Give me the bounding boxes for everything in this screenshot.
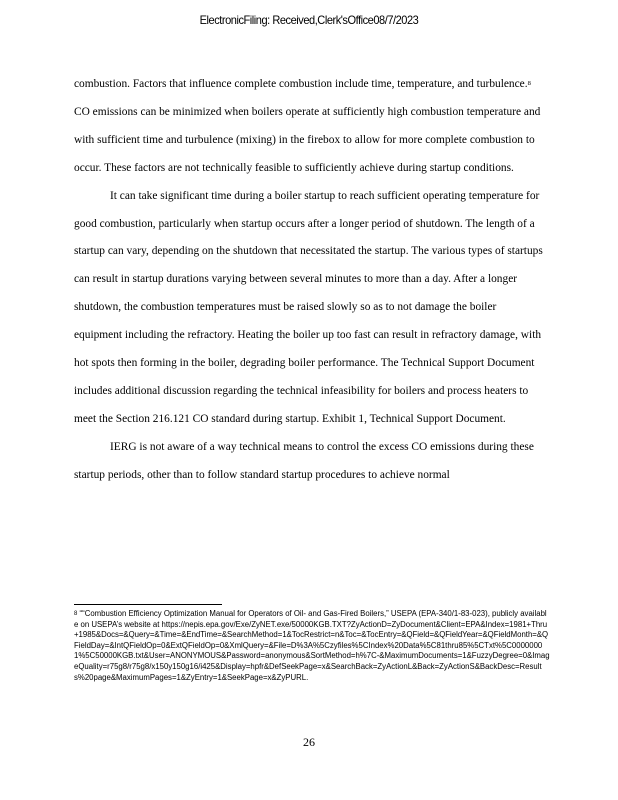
paragraph-1 [74, 71, 544, 183]
footnote-reference[interactable]: 8 [527, 80, 531, 87]
footnote-separator [74, 604, 222, 605]
paragraph-1-text-end: CO emissions can be minimized when boilers operate at sufficiently high combustion temperature and with sufficient time and turbulence (mixing) in the firebox to allow for more complete combustion to occur. These factors are not technically feasible to sufficiently achieve during startup conditions. [74, 105, 541, 174]
paragraph-1-text-start: combustion. Factors that influence complete combustion include time, temperature, and turbulence. [74, 78, 528, 90]
footnote-number: 8 [74, 611, 78, 617]
filing-stamp-header: ElectronicFiling: Received,Clerk'sOffice08/7/2023 [199, 13, 419, 27]
paragraph-2: It can take significant time during a boiler startup to reach sufficient operating temperature for good combustion, particularly when startup occurs after a longer period of shutdown. The length of a startup can vary, depending on the shutdown that necessitated the startup. The various types of startups can result in startup durations varying between several minutes to more than a day. After a longer shutdown, the combustion temperatures must be raised slowly so as to not damage the boiler equipment including the refractory. Heating the boiler up too fast can result in refractory damage, with hot spots then forming in the boiler, degrading boiler performance. The Technical Support Document includes additional discussion regarding the technical infeasibility for boilers and process heaters to meet the Section 216.121 CO standard during startup. Exhibit 1, Technical Support Document. [74, 189, 543, 425]
footnote-text: ““Combustion Efficiency Optimization Manual for Operators of Oil- and Gas-Fired Boilers,” USEPA (EPA-340/1-83-023), publicly available on USEPA’s website at https://nepis.epa.gov/Exe/ZyNET.exe/50000KGB.TXT?ZyActionD=ZyDocument&Client=EPA&Index=1981+Thru+1985&Docs=&Query=&Time=&EndTime=&SearchMethod=1&TocRestrict=n&Toc=&TocEntry=&QField=&QFieldYear=&QFieldMonth=&QFieldDay=&IntQFieldOp=0&ExtQFieldOp=0&XmlQuery=&File=D%3A%5Czyfiles%5CIndex%20Data%5C81thru85%5CTxt%5C00000001%5C50000KGB.txt&User=ANONYMOUS&Password=anonymous&SortMethod=h%7C-&MaximumDocuments=1&FuzzyDegree=0&ImageQuality=r75g8/r75g8/x150y150g16/i425&Display=hpfr&DefSeekPage=x&SearchBack=ZyActionL&Back=ZyActionS&BackDesc=Results%20page&MaximumPages=1&ZyEntry=1&SeekPage=x&ZyPURL. [74, 609, 550, 682]
paragraph-3: IERG is not aware of a way technical means to control the excess CO emissions during these startup periods, other than to follow standard startup procedures to achieve normal [74, 440, 534, 481]
document-body [74, 71, 544, 490]
page-number: 26 [303, 735, 315, 749]
footnote [74, 609, 550, 683]
